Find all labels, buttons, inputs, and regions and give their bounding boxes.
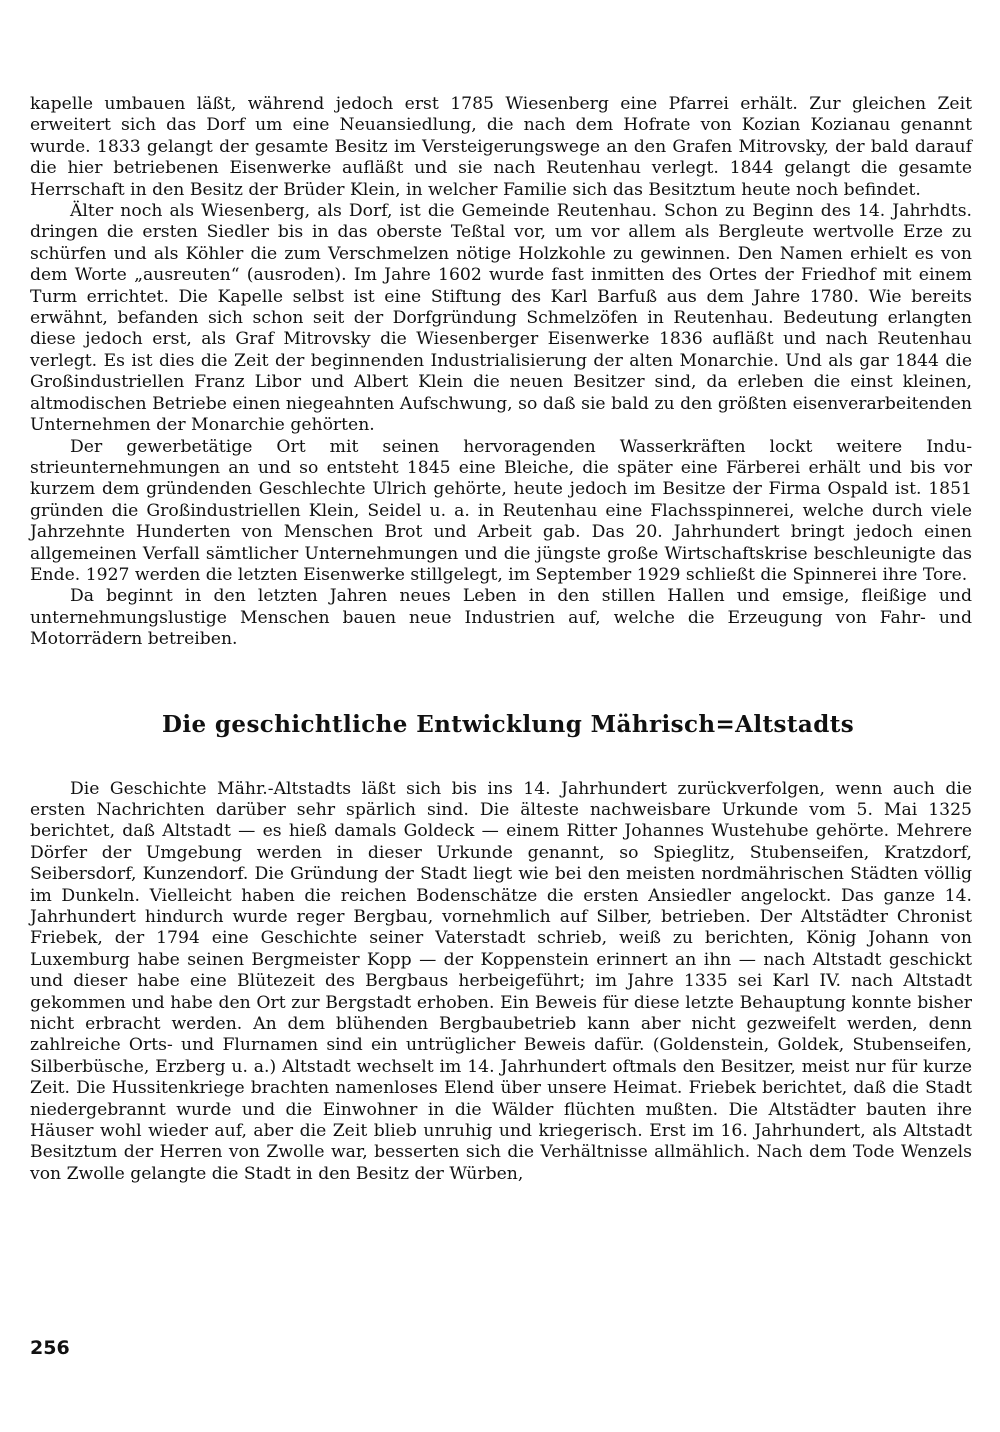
paragraph-reutenhau-history: Älter noch als Wiesenberg, als Dorf, ist die Gemeinde Reutenhau. Schon zu Beginn des 14. Jahrhdts. dringen die ersten Siedler bis in das oberste Teßtal vor, um vor allem als Bergleute wertvolle Erze zu schürfen und als Köhler die zum Verschmelzen nötige Holzkohle zu gewinnen. Den Namen erhielt es von dem Worte „ausreuten“ (ausroden). Im Jahre 1602 wurde fast inmitten des Ortes der Friedhof mit einem Turm errichtet. Die Kapelle selbst ist eine Stiftung des Karl Barfuß aus dem Jahre 1780. Wie bereits erwähnt, befanden sich schon seit der Dorfgründung Schmelzöfen in Reutenhau. Bedeutung erlangten diese jedoch erst, als Graf Mitrovsky die Wiesenberger Eisenwerke 1836 aufläßt und nach Reutenhau verlegt. Es ist dies die Zeit der beginnenden Industrialisierung der alten Monarchie. Und als gar 1844 die Großindustriellen Franz Libor und Albert Klein die neuen Besitzer sind, da erleben die einst kleinen, altmodischen Betriebe einen niegeahnten Aufschwung, so daß sie bald zu den größten eisenverarbeitenden Unternehmen der Monarchie gehörten.	[30, 201, 972, 436]
page-body	[30, 94, 972, 1185]
paragraph-wiesenberg-continuation: kapelle umbauen läßt, während jedoch erst 1785 Wiesenberg eine Pfarrei erhält. Zur gleichen Zeit erweitert sich das Dorf um eine Neuansiedlung, die nach dem Hofrate von Kozian Kozianau genannt wurde. 1833 gelangt der gesamte Besitz im Versteigerungswege an den Grafen Mitrovsky, der bald darauf die hier betriebenen Eisenwerke aufläßt und sie nach Reutenhau verlegt. 1844 gelangt die gesamte Herrschaft in den Besitz der Brüder Klein, in welcher Familie sich das Besitztum heute noch befindet.	[30, 94, 972, 200]
paragraph-reutenhau-new-life: Da beginnt in den letzten Jahren neues Leben in den stillen Hallen und emsige, fleißige und unternehmungslustige Menschen bauen neue Industrien auf, welche die Erzeugung von Fahr- und Motorrädern betreiben.	[30, 586, 972, 650]
paragraph-reutenhau-industry: Der gewerbetätige Ort mit seinen hervoragenden Wasserkräften lockt weitere Industrieunternehmungen an und so entsteht 1845 eine Bleiche, die später eine Färberei erhält und bis vor kurzem dem gründenden Geschlechte Ulrich gehörte, heute jedoch im Besitze der Firma Ospald ist. 1851 gründen die Großindustriellen Klein, Seidel u. a. in Reutenhau eine Flachsspinnerei, welche durch viele Jahrzehnte Hunderten von Menschen Brot und Arbeit gab. Das 20. Jahrhundert bringt jedoch einen allgemeinen Verfall sämtlicher Unternehmungen und die jüngste große Wirtschaftskrise beschleunigte das Ende. 1927 werden die letzten Eisenwerke stillgelegt, im September 1929 schließt die Spinnerei ihre Tore.	[30, 436, 972, 585]
section-heading-altstadt: Die geschichtliche Entwicklung Mährisch=Altstadts	[162, 710, 855, 738]
paragraph-altstadt-history: Die Geschichte Mähr.-Altstadts läßt sich bis ins 14. Jahrhundert zurückverfolgen, wenn auch die ersten Nachrichten darüber sehr spärlich sind. Die älteste nachweisbare Urkunde vom 5. Mai 1325 berichtet, daß Altstadt — es hieß damals Goldeck — einem Ritter Johannes Wustehube gehörte. Mehrere Dörfer der Umgebung werden in dieser Urkunde genannt, so Spieglitz, Stubenseifen, Kratzdorf, Seibersdorf, Kunzendorf. Die Gründung der Stadt liegt wie bei den meisten nordmährischen Städten völlig im Dunkeln. Vielleicht haben die reichen Bodenschätze die ersten Ansiedler angelockt. Das ganze 14. Jahrhundert hindurch wurde reger Bergbau, vornehmlich auf Silber, betrieben. Der Altstädter Chronist Friebek, der 1794 eine Geschichte seiner Vaterstadt schrieb, weiß zu berichten, König Johann von Luxemburg habe seinen Bergmeister Kopp — der Koppenstein erinnert an ihn — nach Altstadt geschickt und dieser habe eine Blütezeit des Bergbaus herbeigeführt; im Jahre 1335 sei Karl IV. nach Altstadt gekommen und habe den Ort zur Bergstadt erhoben. Ein Beweis für diese letzte Behauptung konnte bisher nicht erbracht werden. An dem blühenden Bergbaubetrieb kann aber nicht gezweifelt werden, denn zahlreiche Orts- und Flurnamen sind ein untrüglicher Beweis dafür. (Goldenstein, Goldek, Stubenseifen, Silberbüsche, Erzberg u. a.) Altstadt wechselt im 14. Jahrhundert oftmals den Besitzer, meist nur für kurze Zeit. Die Hussitenkriege brachten namenloses Elend über unsere Heimat. Friebek berichtet, daß die Stadt niedergebrannt wurde und die Einwohner in die Wälder flüchten mußten. Die Altstädter bauten ihre Häuser wohl wieder auf, aber die Zeit blieb unruhig und kriegerisch. Erst im 16. Jahrhundert, als Altstadt Besitztum der Herren von Zwolle war, besserten sich die Verhältnisse allmählich. Nach dem Tode Wenzels von Zwolle gelangte die Stadt in den Besitz der Würben,	[30, 778, 972, 1184]
page-number: 256	[30, 1337, 70, 1359]
